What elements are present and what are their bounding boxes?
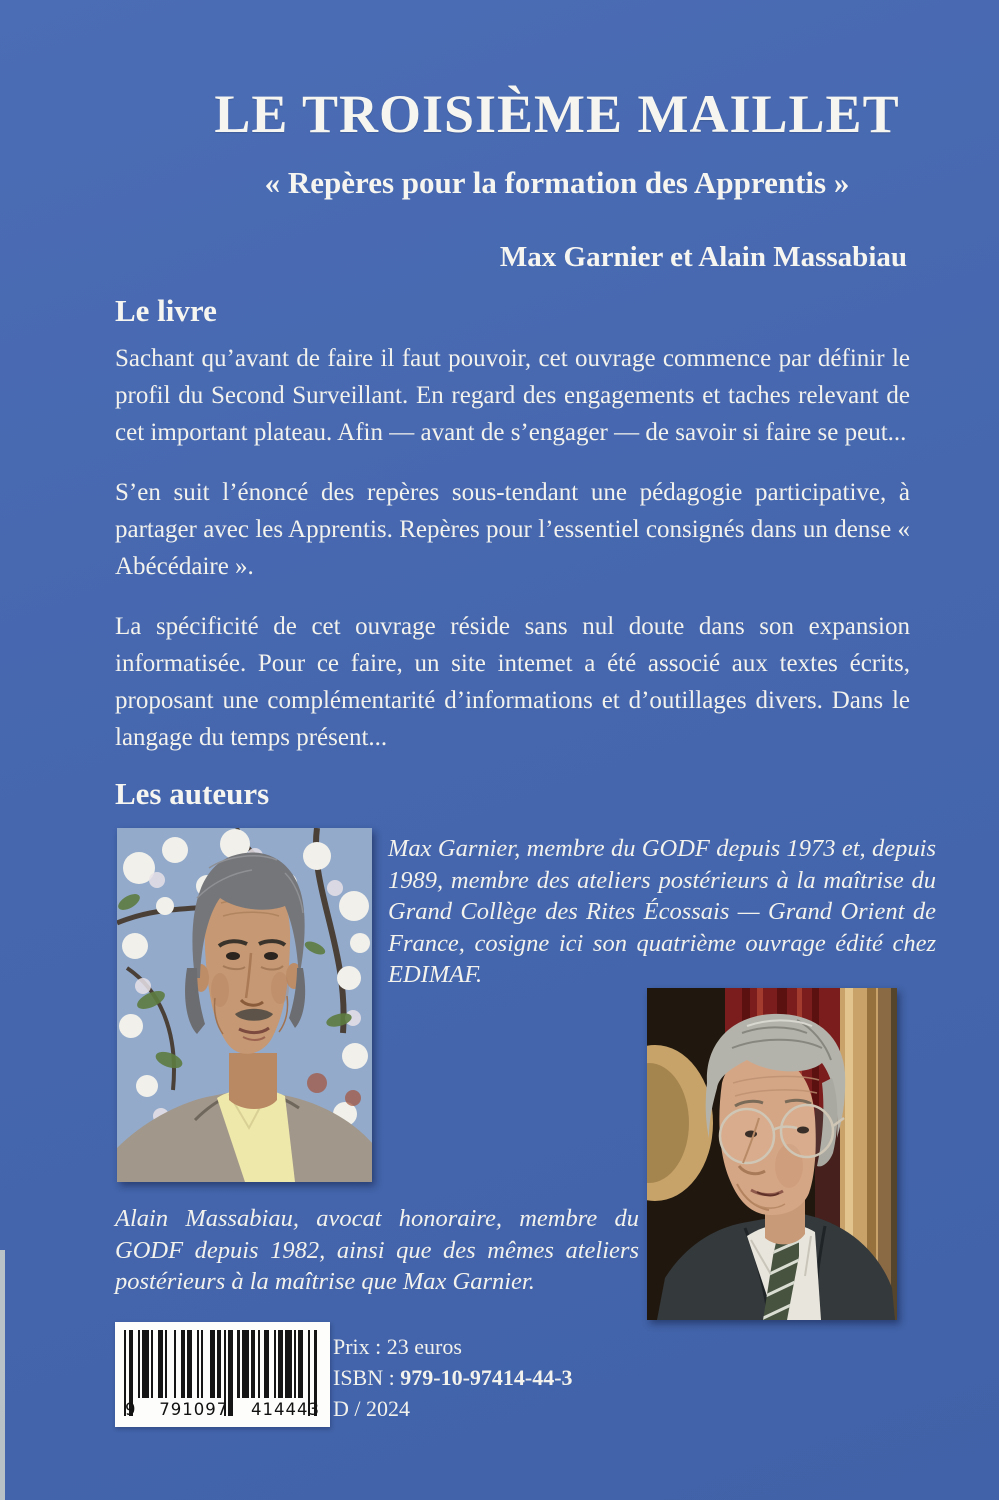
barcode-digit-lead: 9 bbox=[125, 1400, 137, 1419]
price-label: Prix : 23 euros bbox=[333, 1334, 462, 1359]
isbn-value: 979-10-97414-44-3 bbox=[400, 1365, 573, 1390]
scan-edge-artifact bbox=[0, 1250, 5, 1500]
alain-massabiau-portrait-illustration bbox=[647, 988, 897, 1320]
barcode-bars bbox=[124, 1330, 321, 1419]
deposit-label: D / 2024 bbox=[333, 1396, 410, 1421]
max-garnier-photo bbox=[117, 828, 372, 1182]
publication-info bbox=[333, 1331, 573, 1424]
book-description-paragraph: Sachant qu’avant de faire il faut pouvoir, cet ouvrage commence par définir le profil du Second Surveillant. En regard des engagements et taches relevant de cet important plateau. Afin — avant de s’engager — de savoir si faire se peut... bbox=[115, 345, 910, 446]
book-subtitle: « Repères pour la formation des Apprentis » bbox=[264, 164, 850, 200]
isbn-line bbox=[333, 1362, 573, 1393]
le-livre-heading: Le livre bbox=[115, 293, 217, 328]
barcode-digit-group: 414443 bbox=[251, 1400, 320, 1419]
max-garnier-bio: Max Garnier, membre du GODF depuis 1973 et, depuis 1989, membre des ateliers postérieurs à la maîtrise du Grand Collège des Rites Écossais — Grand Orient de France, cosigne ici son quatrième ouvrage édité chez EDIMAF. bbox=[388, 835, 936, 988]
barcode-digit-group: 791097 bbox=[159, 1400, 229, 1419]
les-auteurs-heading: Les auteurs bbox=[115, 776, 270, 811]
book-title: LE TROISIÈME MAILLET bbox=[214, 84, 900, 144]
book-description bbox=[115, 340, 910, 779]
alain-massabiau-photo bbox=[647, 988, 897, 1320]
isbn-label: ISBN : bbox=[333, 1365, 401, 1390]
max-garnier-portrait-illustration bbox=[117, 828, 372, 1182]
cover-header bbox=[175, 86, 939, 274]
authors-line: Max Garnier et Alain Massabiau bbox=[499, 240, 907, 273]
alain-massabiau-bio: Alain Massabiau, avocat honoraire, membre du GODF depuis 1982, ainsi que des mêmes ateliers postérieurs à la maîtrise que Max Garnier. bbox=[115, 1205, 639, 1295]
book-description-paragraph: La spécificité de cet ouvrage réside sans nul doute dans son expansion informatisée. Pour ce faire, un site intemet a été associé aux textes écrits, proposant une complémentarité d’informations et d’outillages divers. Dans le langage du temps présent... bbox=[115, 613, 910, 751]
barcode bbox=[115, 1322, 330, 1427]
barcode-digits bbox=[124, 1402, 321, 1419]
book-description-paragraph: S’en suit l’énoncé des repères sous-tendant une pédagogie participative, à partager avec les Apprentis. Repères pour l’essentiel consignés dans un dense « Abécédaire ». bbox=[115, 479, 910, 580]
